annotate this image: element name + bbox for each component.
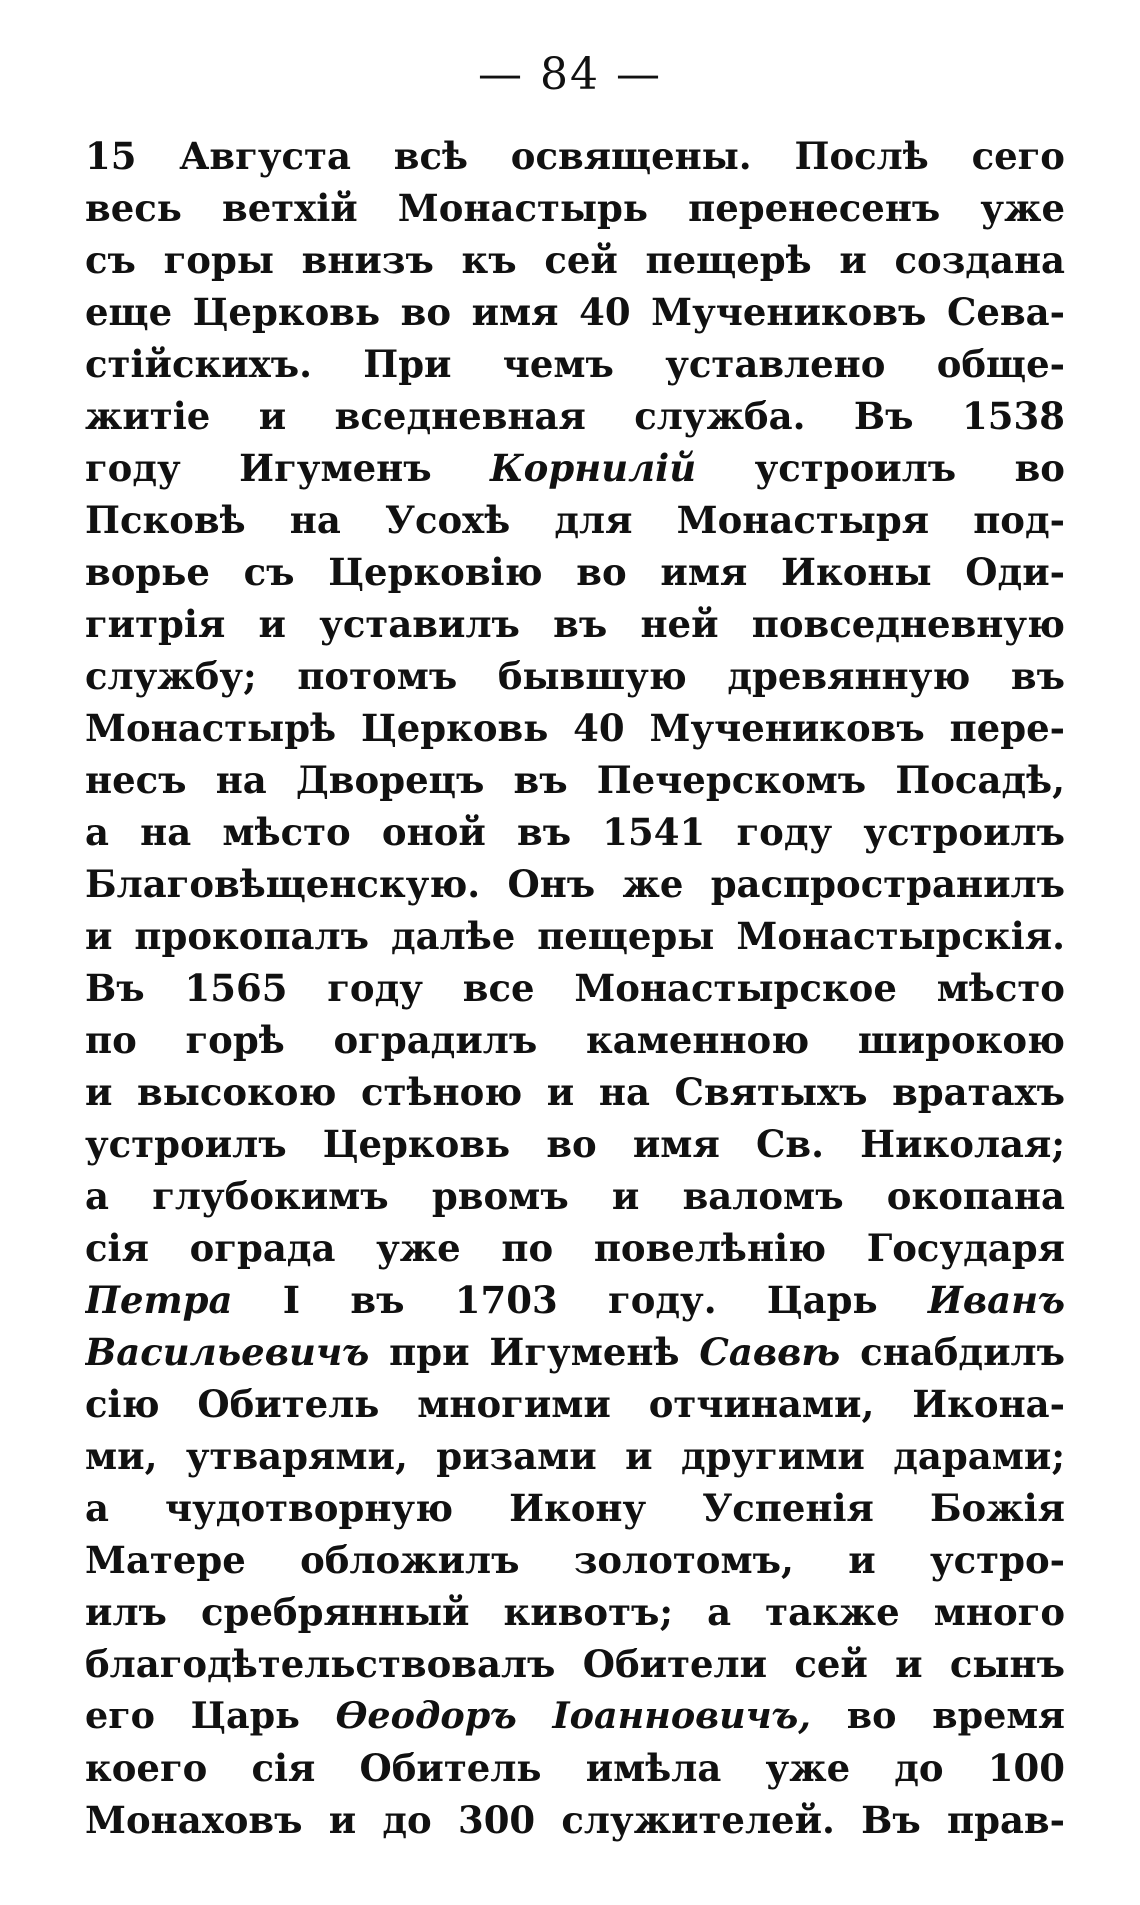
text-line [85, 702, 1065, 754]
text-segment: устроилъ Церковь во имя Св. Николая; [85, 1122, 1065, 1166]
text-line [85, 1170, 1065, 1222]
text-line [85, 1586, 1065, 1638]
text-segment: сія ограда уже по повелѣнію Государя [85, 1226, 1065, 1270]
text-line [85, 546, 1065, 598]
text-segment: его Царь [85, 1694, 336, 1737]
text-segment: Въ 1565 году все Монастырское мѣсто [85, 966, 1065, 1010]
italic-name: Иванъ [927, 1278, 1065, 1322]
text-line [85, 1378, 1065, 1430]
text-line [85, 1326, 1065, 1378]
text-line [85, 1430, 1065, 1482]
text-segment: Монастырѣ Церковь 40 Мучениковъ пере- [85, 706, 1065, 750]
text-line [85, 1638, 1065, 1690]
text-segment: службу; потомъ бывшую древянную въ [85, 654, 1065, 698]
text-line [85, 1690, 1065, 1742]
text-line [85, 1482, 1065, 1534]
text-segment: илъ сребрянный кивотъ; а также много [85, 1590, 1065, 1634]
italic-name: Васильевичъ [85, 1330, 370, 1374]
text-segment: несъ на Дворецъ въ Печерскомъ Посадѣ, [85, 758, 1065, 802]
text-line [85, 962, 1065, 1014]
text-line [85, 910, 1065, 962]
text-segment: и высокою стѣною и на Святыхъ вратахъ [85, 1070, 1065, 1114]
text-line [85, 650, 1065, 702]
text-line [85, 130, 1065, 182]
text-segment: ми, утварями, ризами и другими дарами; [85, 1434, 1065, 1478]
text-line [85, 806, 1065, 858]
text-segment: коего сія Обитель имѣла уже до 100 [85, 1746, 1065, 1790]
text-segment: во время [811, 1694, 1065, 1737]
text-line [85, 390, 1065, 442]
text-line [85, 182, 1065, 234]
text-segment: при Игуменѣ [369, 1330, 700, 1374]
text-line [85, 338, 1065, 390]
text-line [85, 1014, 1065, 1066]
text-segment: стійскихъ. При чемъ уставлено обще- [85, 342, 1065, 386]
text-segment: устроилъ во [696, 446, 1065, 490]
text-segment: ворье съ Церковію во имя Иконы Оди- [85, 550, 1065, 594]
text-segment: Матере обложилъ золотомъ, и устро- [85, 1538, 1065, 1582]
text-segment: а на мѣсто оной въ 1541 году устроилъ [85, 810, 1065, 854]
text-line [85, 1118, 1065, 1170]
text-line [85, 1534, 1065, 1586]
text-line [85, 1066, 1065, 1118]
text-line [85, 286, 1065, 338]
text-segment: и прокопалъ далѣе пещеры Монастырскія. [85, 914, 1065, 958]
italic-name: Саввѣ [699, 1330, 841, 1374]
text-line [85, 1222, 1065, 1274]
text-line [85, 494, 1065, 546]
italic-name: Корнилій [490, 446, 697, 490]
text-segment: Псковѣ на Усохѣ для Монастыря под- [85, 498, 1065, 542]
text-segment: благодѣтельствовалъ Обители сей и сынъ [85, 1642, 1065, 1686]
text-line [85, 1742, 1065, 1794]
text-segment: сію Обитель многими отчинами, Икона- [85, 1382, 1065, 1426]
page-number: — 84 — [478, 49, 662, 100]
text-segment: 15 Августа всѣ освящены. Послѣ сего [85, 134, 1065, 178]
text-segment: съ горы внизъ къ сей пещерѣ и создана [85, 238, 1065, 282]
text-segment: Монаховъ и до 300 служителей. Въ прав- [85, 1798, 1065, 1842]
text-segment: житіе и вседневная служба. Въ 1538 [85, 394, 1065, 438]
text-segment: году Игуменъ [85, 446, 491, 490]
italic-name: Петра [85, 1278, 233, 1322]
text-segment: еще Церковь во имя 40 Мучениковъ Сева- [85, 290, 1065, 334]
body-text [85, 130, 1065, 1846]
text-segment: весь ветхій Монастырь перенесенъ уже [85, 186, 1065, 230]
text-segment: а чудотворную Икону Успенія Божія [85, 1486, 1065, 1530]
text-line [85, 858, 1065, 910]
text-line [85, 754, 1065, 806]
text-segment: I въ 1703 году. Царь [232, 1278, 928, 1322]
text-segment: Благовѣщенскую. Онъ же распространилъ [85, 862, 1065, 906]
text-line [85, 1274, 1065, 1326]
text-line [85, 442, 1065, 494]
text-line [85, 234, 1065, 286]
text-segment: гитрія и уставилъ въ ней повседневную [85, 602, 1065, 646]
text-segment: а глубокимъ рвомъ и валомъ окопана [85, 1174, 1065, 1218]
text-line [85, 598, 1065, 650]
text-segment: по горѣ оградилъ каменною широкою [85, 1018, 1065, 1062]
italic-name: Ѳеодоръ Іоанновичъ, [335, 1694, 812, 1737]
text-line [85, 1794, 1065, 1846]
text-segment: снабдилъ [840, 1330, 1065, 1374]
